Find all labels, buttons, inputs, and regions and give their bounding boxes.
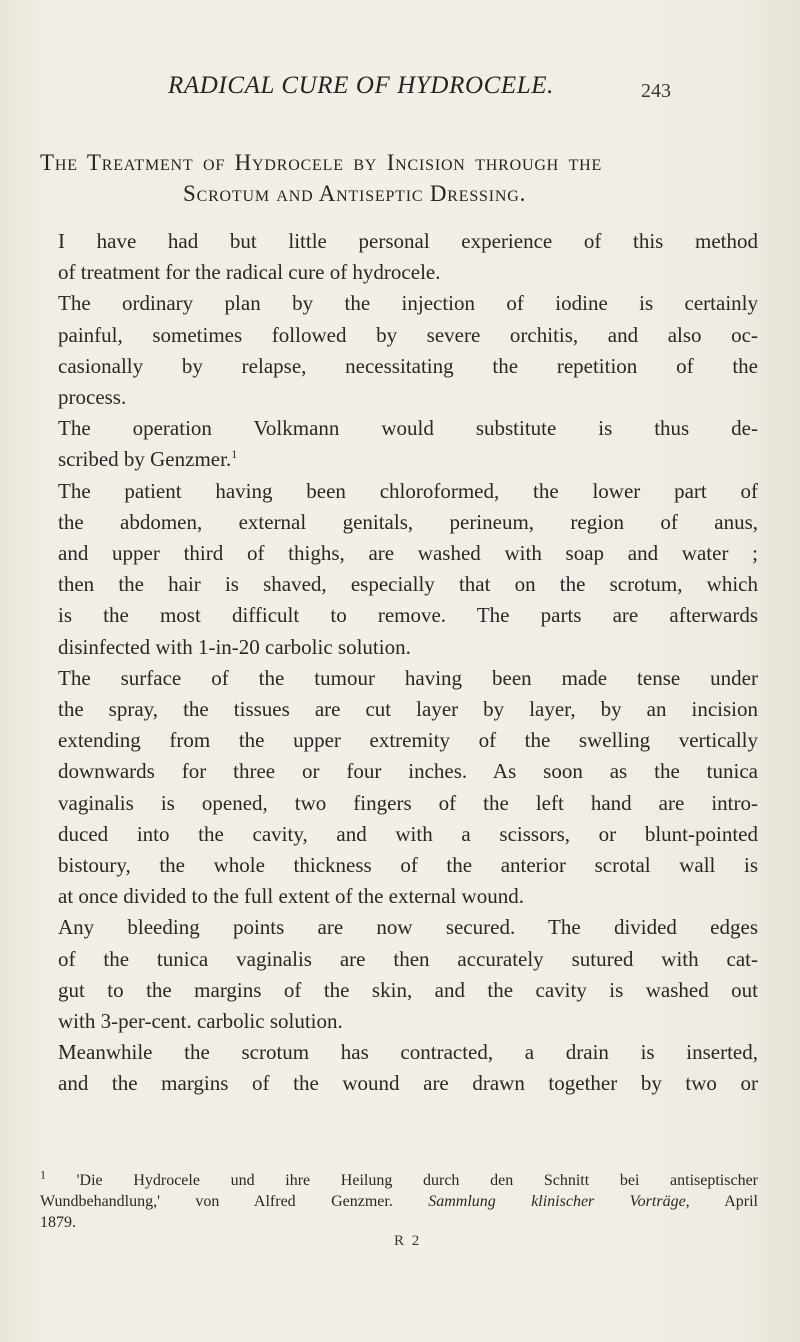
body-text	[40, 226, 758, 1100]
text-line: process.	[58, 385, 127, 410]
section-heading-line-1: The Treatment of Hydrocele by Incision through the	[40, 150, 603, 175]
footnote-line-1	[40, 1167, 759, 1191]
text-line	[40, 444, 758, 475]
footnote-ref[interactable]: 1	[231, 447, 238, 462]
paragraph	[40, 912, 758, 1037]
footnote-marker: 1	[40, 1167, 46, 1182]
footnote-line-2	[40, 1191, 758, 1212]
text-line: disinfected with 1-in-20 carbolic solution.	[58, 634, 411, 659]
paragraph	[40, 288, 758, 413]
text-line: then the hair is shaved, especially that on the scrotum, which	[58, 572, 758, 597]
paragraph	[40, 413, 758, 475]
text-line: duced into the cavity, and with a scissors, or blunt-pointed	[58, 821, 758, 846]
signature-mark: R 2	[394, 1233, 422, 1249]
text-line: painful, sometimes followed by severe orchitis, and also oc-	[58, 322, 758, 347]
text-line: the spray, the tissues are cut layer by layer, by an incision	[58, 697, 758, 722]
footnote-line-3: 1879.	[40, 1214, 76, 1231]
text-line: The operation Volkmann would substitute is thus de-	[58, 416, 758, 441]
text-line: extending from the upper extremity of the swelling vertically	[58, 728, 758, 753]
footnote-citation: Sammlung klinischer Vorträge,	[428, 1193, 690, 1210]
text-line: casionally by relapse, necessitating the repetition of the	[58, 353, 758, 378]
text-line: I have had but little personal experience of this method	[58, 229, 758, 253]
text-line: at once divided to the full extent of the external wound.	[58, 884, 524, 909]
section-heading-line-2: Scrotum and Antiseptic Dressing.	[183, 181, 527, 206]
text-line: Meanwhile the scrotum has contracted, a drain is inserted,	[58, 1040, 758, 1065]
footnote-text: April	[724, 1193, 758, 1210]
text-line: The surface of the tumour having been made tense under	[58, 665, 758, 690]
text-line: Any bleeding points are now secured. The divided edges	[58, 915, 758, 940]
text-line: with 3-per-cent. carbolic solution.	[58, 1009, 343, 1034]
paragraph	[40, 663, 758, 913]
text-line: and upper third of thighs, are washed with soap and water ;	[58, 541, 758, 566]
paragraph	[40, 1037, 758, 1099]
footnote-text: Wundbehandlung,' von Alfred Genzmer.	[40, 1193, 393, 1210]
text-fragment: scribed by Genzmer.	[58, 447, 232, 472]
footnote-text: 'Die Hydrocele und ihre Heilung durch den Schnitt bei antiseptischer	[76, 1172, 759, 1189]
running-head	[0, 72, 800, 102]
text-line: bistoury, the whole thickness of the anterior scrotal wall is	[58, 853, 758, 878]
text-line: of the tunica vaginalis are then accurately sutured with cat-	[58, 946, 758, 971]
page-number: 243	[641, 80, 671, 102]
text-line: The ordinary plan by the injection of iodine is certainly	[58, 291, 758, 316]
text-line: gut to the margins of the skin, and the cavity is washed out	[58, 977, 758, 1002]
text-line: of treatment for the radical cure of hydrocele.	[58, 260, 441, 285]
text-line: is the most difficult to remove. The parts are afterwards	[58, 603, 758, 628]
text-line: vaginalis is opened, two fingers of the left hand are intro-	[58, 790, 758, 815]
paragraph	[40, 226, 758, 288]
running-title: RADICAL CURE OF HYDROCELE.	[168, 72, 554, 99]
text-line: downwards for three or four inches. As soon as the tunica	[58, 759, 758, 784]
paragraph	[40, 476, 758, 663]
footnote	[40, 1167, 759, 1233]
text-line: The patient having been chloroformed, the lower part of	[58, 478, 758, 503]
text-line: the abdomen, external genitals, perineum, region of anus,	[58, 509, 758, 534]
text-line: and the margins of the wound are drawn together by two or	[58, 1071, 758, 1096]
